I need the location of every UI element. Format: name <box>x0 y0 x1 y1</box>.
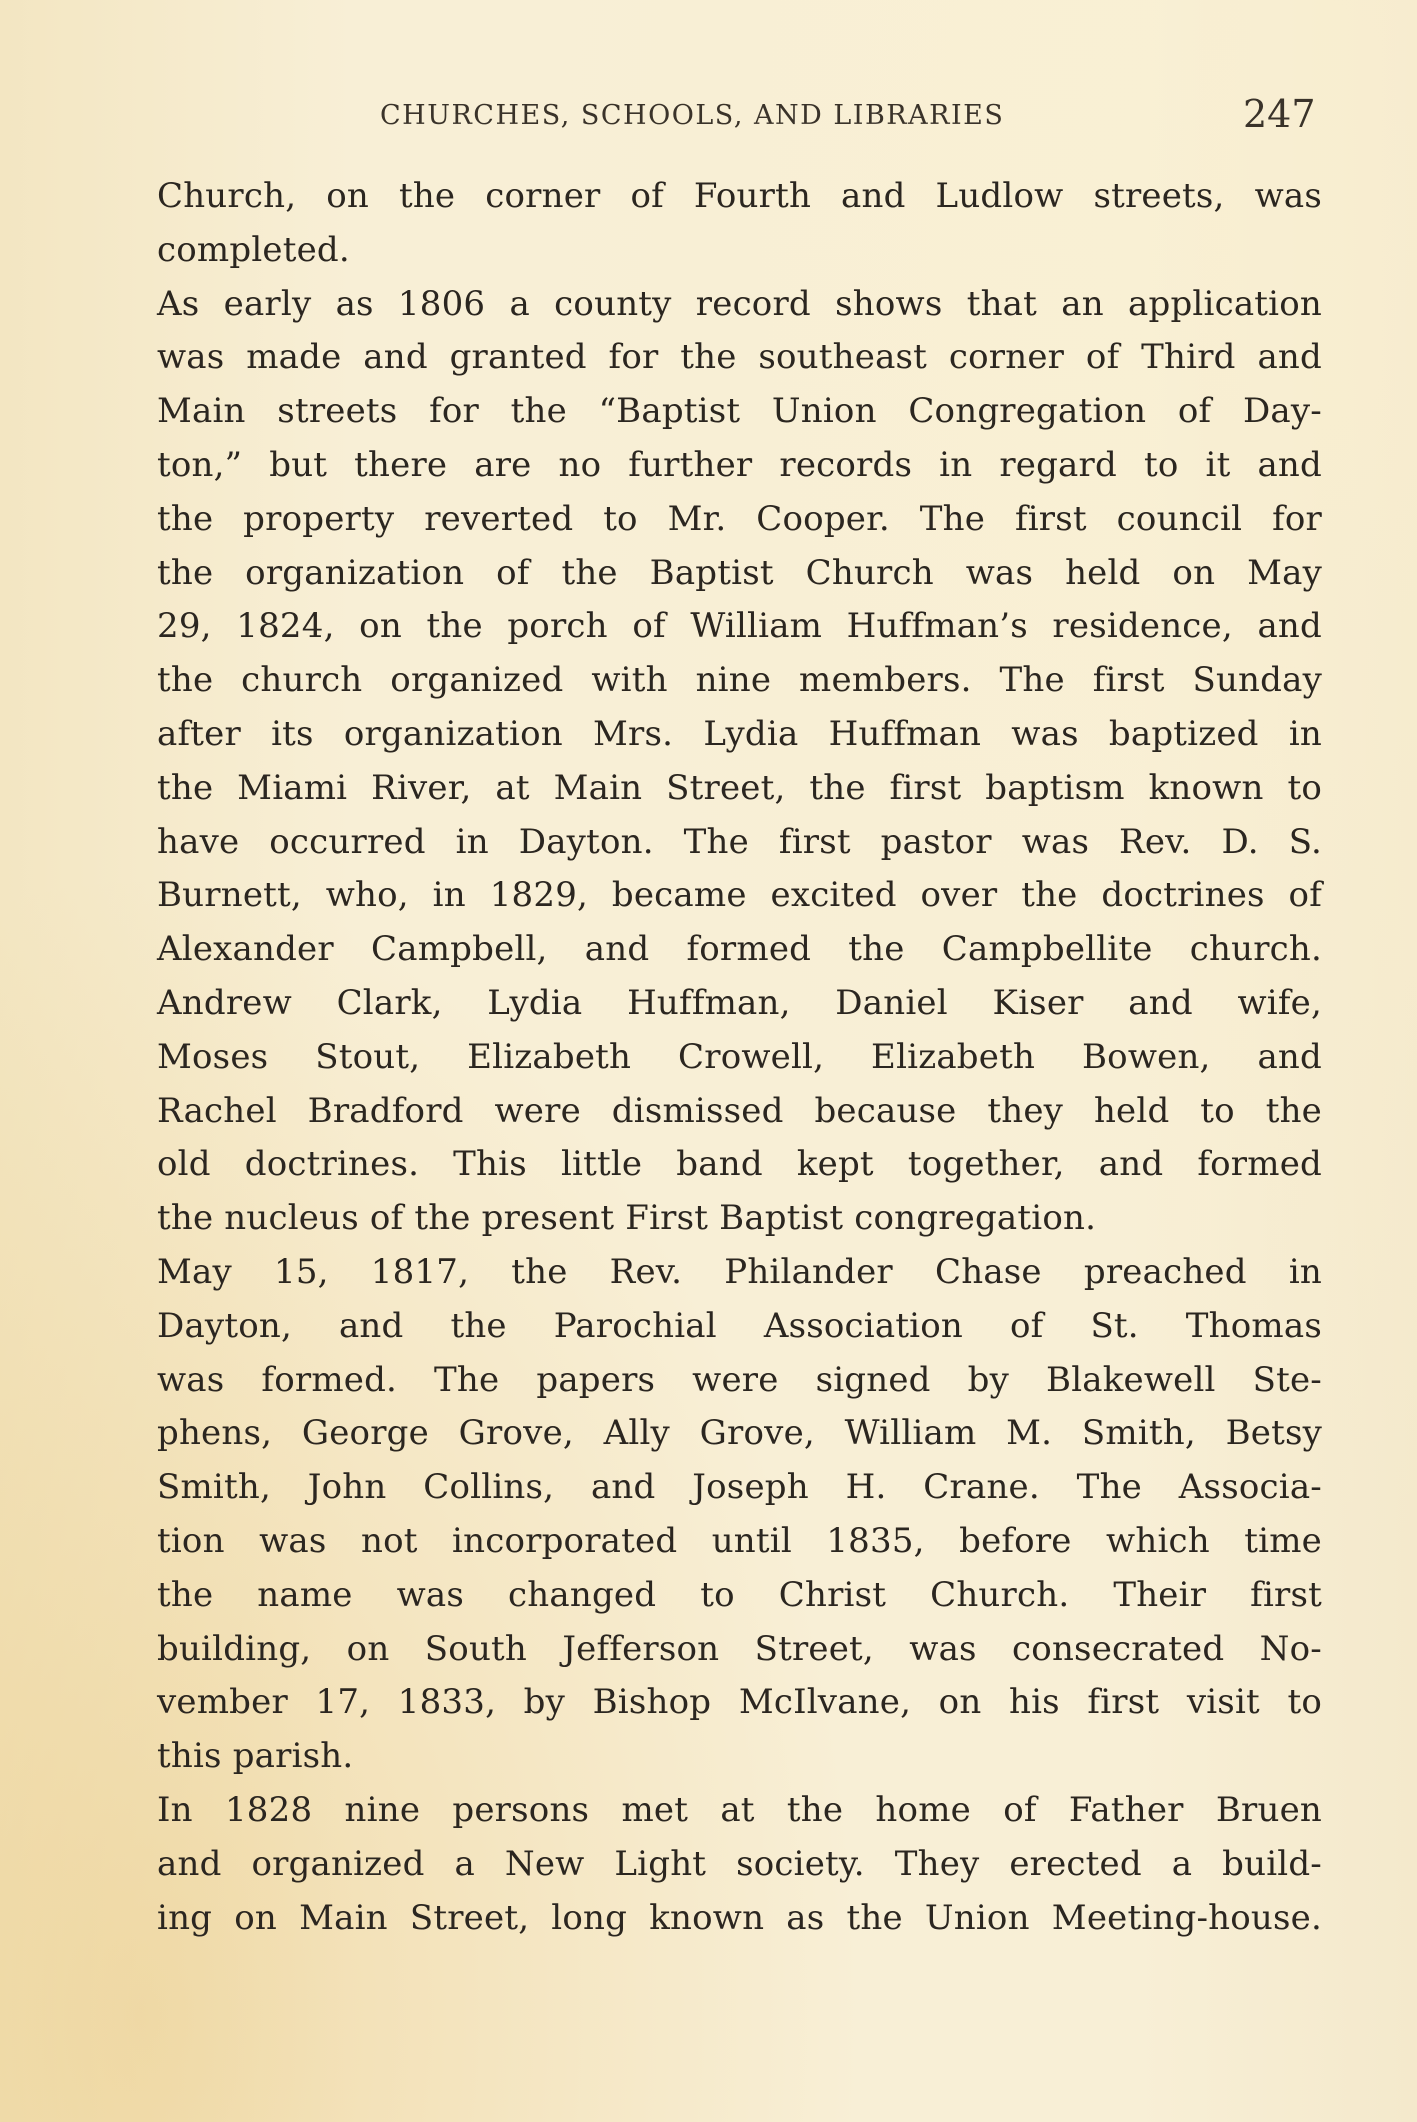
text-line: Dayton, and the Parochial Association of St. Thomas <box>157 1305 1322 1346</box>
text-line: ton,” but there are no further records in regard to it and <box>157 444 1322 485</box>
text-line: and organized a New Light society. They erected a build- <box>157 1843 1322 1884</box>
text-line: Smith, John Collins, and Joseph H. Crane. The Associa- <box>157 1467 1322 1508</box>
text-line: As early as 1806 a county record shows that an application <box>157 283 1322 324</box>
text-line: Church, on the corner of Fourth and Ludlow streets, was <box>157 176 1322 216</box>
text-line: was made and granted for the southeast corner of Third and <box>157 337 1322 378</box>
text-line: the nucleus of the present First Baptist congregation. <box>157 1198 1097 1239</box>
text-line: phens, George Grove, Ally Grove, William M. Smith, Betsy <box>157 1413 1322 1454</box>
text-line: tion was not incorporated until 1835, before which time <box>157 1520 1322 1561</box>
running-head: CHURCHES, SCHOOLS, AND LIBRARIES <box>380 100 1005 131</box>
body-text <box>157 170 1322 1945</box>
text-line: the Miami River, at Main Street, the first baptism known to <box>157 767 1322 808</box>
text-line: Burnett, who, in 1829, became excited over the doctrines of <box>157 875 1322 916</box>
text-line: the name was changed to Christ Church. Their first <box>157 1574 1322 1615</box>
text-line: the property reverted to Mr. Cooper. The first council for <box>157 498 1322 539</box>
text-line: 29, 1824, on the porch of William Huffman’s residence, and <box>157 606 1322 647</box>
text-line: completed. <box>157 229 350 270</box>
text-line: this parish. <box>157 1736 354 1777</box>
text-line: ing on Main Street, long known as the Union Meeting-house. <box>157 1897 1322 1938</box>
text-line: vember 17, 1833, by Bishop McIlvane, on his first visit to <box>157 1682 1322 1723</box>
text-line: the organization of the Baptist Church was held on May <box>157 552 1322 593</box>
text-line: have occurred in Dayton. The first pastor was Rev. D. S. <box>157 821 1322 862</box>
text-line: Andrew Clark, Lydia Huffman, Daniel Kiser and wife, <box>157 982 1322 1023</box>
page-number: 247 <box>1243 92 1316 136</box>
text-line: was formed. The papers were signed by Blakewell Ste- <box>157 1359 1322 1400</box>
text-line: In 1828 nine persons met at the home of Father Bruen <box>157 1789 1322 1830</box>
text-line: building, on South Jefferson Street, was consecrated No- <box>157 1628 1322 1669</box>
text-line: Main streets for the “Baptist Union Congregation of Day- <box>157 391 1322 432</box>
text-line: Rachel Bradford were dismissed because they held to the <box>157 1090 1322 1131</box>
text-line: Alexander Campbell, and formed the Campbellite church. <box>157 929 1322 970</box>
text-line: old doctrines. This little band kept together, and formed <box>157 1144 1322 1185</box>
text-line: Moses Stout, Elizabeth Crowell, Elizabeth Bowen, and <box>157 1036 1322 1077</box>
text-line: May 15, 1817, the Rev. Philander Chase preached in <box>157 1251 1322 1292</box>
text-line: the church organized with nine members. The first Sunday <box>157 660 1322 701</box>
text-line: after its organization Mrs. Lydia Huffman was baptized in <box>157 713 1322 754</box>
